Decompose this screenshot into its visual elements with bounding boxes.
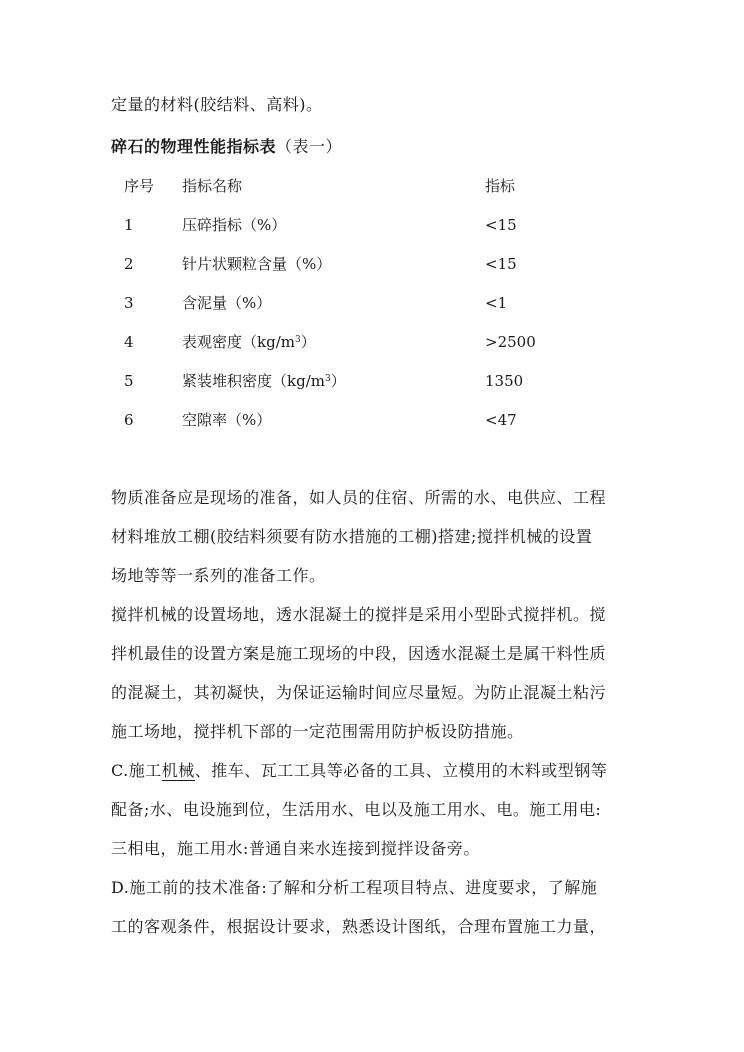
row-name: 压碎指标（%）: [182, 216, 287, 234]
row-name: 紧装堆积密度$(kg/m^3)$: [182, 372, 346, 390]
row-value: >2500: [485, 333, 536, 351]
row-no: 4: [124, 333, 134, 351]
paragraph-line: C.施工机械、推车、瓦工工具等必备的工具、立模用的木料或型钢等: [111, 761, 608, 780]
row-value: <15: [485, 255, 517, 273]
row-no: 5: [124, 372, 134, 390]
table-title-main: 碎石的物理性能指标表: [111, 137, 277, 156]
header-no: 序号: [124, 177, 155, 195]
row-value: <1: [485, 294, 508, 312]
header-name: 指标名称: [182, 177, 243, 195]
row-name: 针片状颗粒含量（%）: [182, 255, 332, 273]
row-no: 6: [124, 411, 134, 429]
paragraph-line: 工的客观条件，根据设计要求，熟悉设计图纸，合理布置施工力量，: [111, 917, 607, 936]
row-name: 表观密度$(kg/m^3)$: [182, 333, 316, 351]
row-no: 3: [124, 294, 134, 312]
paragraph-line: 物质准备应是现场的准备，如人员的住宿、所需的水、电供应、工程: [111, 488, 607, 507]
paragraph-line: 场地等等一系列的准备工作。: [111, 566, 326, 585]
paragraph-line: 施工场地，搅拌机下部的一定范围需用防护板设防措施。: [111, 722, 524, 741]
paragraph-line: D.施工前的技术准备:了解和分析工程项目特点、进度要求，了解施: [111, 878, 598, 897]
paragraph-line: 的混凝土，其初凝快，为保证运输时间应尽量短。为防止混凝土粘污: [111, 683, 607, 702]
row-value: <15: [485, 216, 517, 234]
paragraph-line: 搅拌机械的设置场地，透水混凝土的搅拌是采用小型卧式搅拌机。搅: [111, 605, 607, 624]
paragraph-line: 配备;水、电设施到位，生活用水、电以及施工用水、电。施工用电:: [111, 800, 602, 819]
row-value: <47: [485, 411, 517, 429]
header-value: 指标: [485, 177, 516, 195]
row-name: 含泥量（%）: [182, 294, 272, 312]
table-title-sub: （表一）: [276, 137, 343, 156]
table-title: [111, 137, 342, 157]
row-value: 1350: [485, 372, 524, 390]
intro-line: 定量的材料(胶结料、高料)。: [111, 95, 323, 114]
paragraph-line: 材料堆放工棚(胶结料须要有防水措施的工棚)搭建;搅拌机械的设置: [111, 527, 593, 546]
row-no: 1: [124, 216, 134, 234]
underlined-word: 机械: [161, 761, 195, 780]
paragraph-line: 三相电，施工用水:普通自来水连接到搅拌设备旁。: [111, 839, 480, 858]
row-name: 空隙率（%）: [182, 411, 272, 429]
row-no: 2: [124, 255, 134, 273]
paragraph-line: 拌机最佳的设置方案是施工现场的中段，因透水混凝土是属干料性质: [111, 644, 607, 663]
